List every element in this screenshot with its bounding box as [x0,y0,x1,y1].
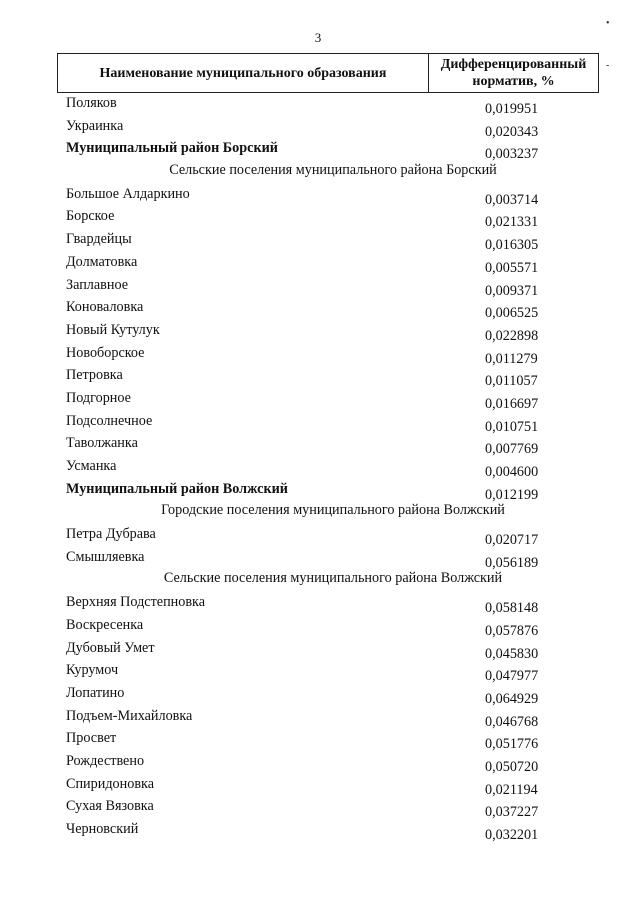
normative-value: 0,046768 [485,713,539,730]
normative-value: 0,010751 [485,418,539,435]
section-heading: Сельские поселения муниципального района Волжский [163,570,503,587]
page-number: 3 [314,30,322,45]
normative-value: 0,057876 [485,622,539,639]
normative-value: 0,006525 [485,305,539,322]
municipality-name: Воскресенка [66,616,144,633]
table-row [0,389,636,412]
table-row [0,616,636,639]
section-heading-row [0,570,636,593]
table-row [0,797,636,820]
municipality-name: Лопатино [66,684,125,701]
table-row [0,207,636,230]
section-heading: Сельские поселения муниципального района Борский [169,162,497,179]
table-row [0,117,636,140]
municipality-name: Дубовый Умет [66,639,155,656]
municipality-name: Таволжанка [66,435,138,452]
section-heading-row [0,502,636,525]
municipality-name: Сухая Вязовка [66,798,154,815]
table-row [0,253,636,276]
normative-value: 0,004600 [485,464,539,480]
municipality-name: Поляков [66,95,117,111]
normative-value: 0,047977 [485,668,539,685]
scan-speck: • [606,18,610,29]
municipality-name: Борское [66,208,115,225]
municipality-name: Спиридоновка [66,775,155,792]
municipality-name: Верхняя Подстепновка [66,594,206,611]
normative-value: 0,009371 [485,282,539,299]
section-heading: Городские поселения муниципального района Волжский [161,502,505,519]
normative-value: 0,019951 [485,101,539,117]
header-value-line-2: норматив, % [472,74,555,89]
normative-value: 0,058148 [485,600,539,617]
municipality-name: Подгорное [66,389,131,406]
municipality-name: Усманка [66,458,117,474]
normative-value: 0,012199 [485,486,539,503]
table-row [0,230,636,253]
table-row [0,775,636,798]
normative-value: 0,011279 [485,350,538,367]
normative-value: 0,016305 [485,237,539,254]
normative-value: 0,045830 [485,645,539,662]
municipality-name: Петра Дубрава [66,526,156,543]
table-row [0,366,636,389]
table-row [0,525,636,548]
normative-value: 0,056189 [485,554,539,571]
table-row [0,707,636,730]
header-value-column [429,54,598,92]
table-row [0,661,636,684]
municipality-name: Рождествено [66,752,145,769]
normative-value: 0,064929 [485,690,539,707]
table-row [0,276,636,299]
municipality-name: Муниципальный район Волжский [66,480,288,497]
district-row [0,480,636,503]
table-row [0,593,636,616]
normative-value: 0,016697 [485,395,539,412]
municipality-name: Курумоч [66,662,119,679]
municipality-name: Подсолнечное [66,412,153,429]
section-heading-row [0,162,636,185]
table-row [0,729,636,752]
table-row [0,820,636,843]
normative-value: 0,032201 [485,827,539,843]
table-row [0,321,636,344]
municipality-name: Гвардейцы [66,231,132,248]
municipality-name: Заплавное [66,276,129,293]
municipality-name: Черновский [66,821,139,837]
table-header [57,53,599,93]
table-row [0,548,636,571]
district-row [0,139,636,162]
normative-value: 0,021194 [485,781,538,798]
normative-value: 0,021331 [485,214,539,231]
table-row [0,412,636,435]
municipality-name: Новый Кутулук [66,321,160,338]
table-row [0,298,636,321]
table-row [0,94,636,117]
normative-value: 0,003714 [485,191,539,208]
normative-value: 0,022898 [485,327,539,344]
table-row [0,434,636,457]
normative-value: 0,020717 [485,532,539,549]
table-row [0,752,636,775]
municipality-name: Коноваловка [66,299,144,316]
municipality-name: Большое Алдаркино [66,185,190,202]
municipality-name: Петровка [66,367,123,384]
municipality-name: Долматовка [66,253,138,270]
header-name-column: Наименование муниципального образования [58,54,429,92]
table-row [0,185,636,208]
municipality-name: Подъем-Михайловка [66,707,193,724]
table-row [0,457,636,480]
municipality-name: Украинка [66,117,124,134]
header-value-line-1: Дифференцированный [440,57,587,72]
normative-value: 0,051776 [485,736,539,753]
municipality-name: Новоборское [66,344,145,361]
normative-value: 0,020343 [485,123,539,140]
normative-value: 0,037227 [485,804,539,821]
municipality-name: Смышляевка [66,548,145,565]
normative-value: 0,011057 [485,373,538,390]
table-row [0,639,636,662]
municipality-name: Просвет [66,730,117,747]
table-row [0,344,636,367]
table-row [0,684,636,707]
normative-value: 0,005571 [485,259,539,276]
municipality-name: Муниципальный район Борский [66,140,278,157]
scan-speck: - [606,60,610,71]
table-body [0,94,636,843]
normative-value: 0,003237 [485,146,539,163]
normative-value: 0,007769 [485,441,539,458]
normative-value: 0,050720 [485,758,539,775]
